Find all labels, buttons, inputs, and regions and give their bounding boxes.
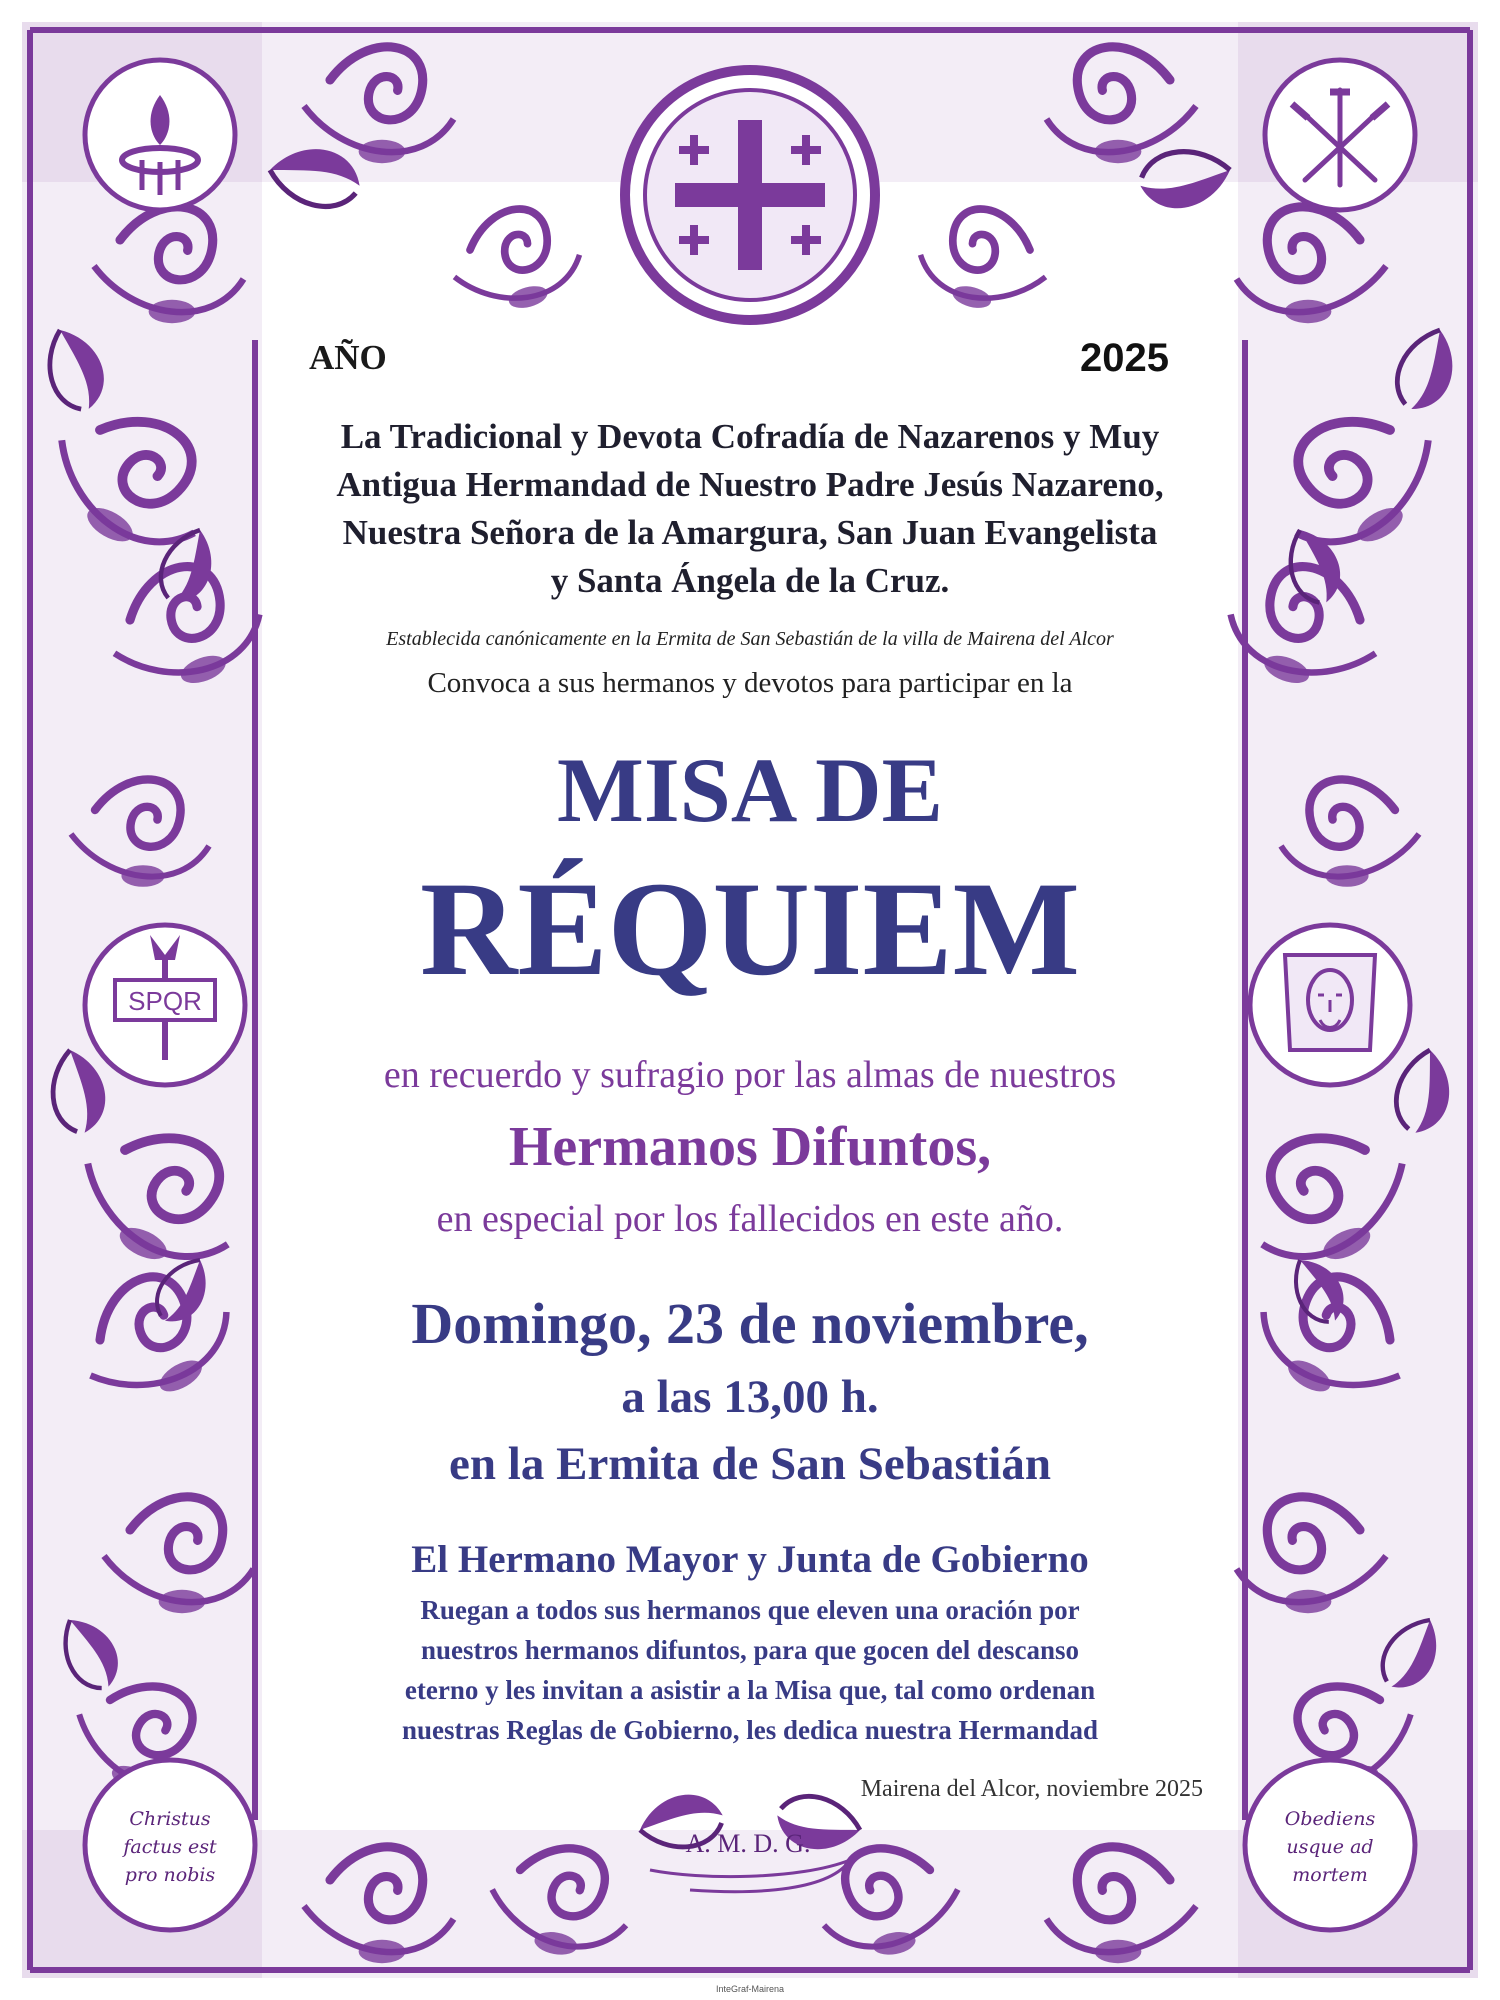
year-label: AÑO [309, 338, 387, 377]
event-date: Domingo, 23 de noviembre, [411, 1291, 1089, 1356]
crown-of-thorns-icon [85, 60, 235, 210]
event-time: a las 13,00 h. [621, 1371, 879, 1423]
three-nails-icon [1265, 60, 1415, 210]
prayer-line: nuestros hermanos difuntos, para que gocen del descanso [420, 1635, 1080, 1665]
prayer-line: nuestras Reglas de Gobierno, les dedica nuestra Hermandad [401, 1715, 1098, 1745]
motto-left-line-1: Christus [129, 1808, 211, 1830]
mass-title-line-1: MISA DE [557, 739, 943, 841]
event-place: en la Ermita de San Sebastián [449, 1438, 1051, 1490]
motto-left-line-2: factus est [123, 1836, 217, 1858]
deceased-title: Hermanos Difuntos, [508, 1116, 992, 1178]
special-line: en especial por los fallecidos en este año. [436, 1198, 1064, 1240]
place-date: Mairena del Alcor, noviembre 2025 [860, 1776, 1203, 1802]
brotherhood-name [0, 413, 1500, 605]
brotherhood-name-line: Antigua Hermandad de Nuestro Padre Jesús Nazareno, [336, 465, 1164, 504]
memory-line: en recuerdo y sufragio por las almas de nuestros [383, 1054, 1117, 1096]
mass-title-line-2: RÉQUIEM [419, 855, 1081, 1004]
motto-right-line-2: usque ad [1286, 1836, 1374, 1858]
prayer-text [0, 1590, 1500, 1750]
year-value: 2025 [1080, 336, 1169, 380]
prayer-line: Ruegan a todos sus hermanos que eleven una oración por [420, 1595, 1080, 1625]
prayer-line: eterno y les invitan a asistir a la Misa que, tal como ordenan [404, 1675, 1096, 1705]
medallion-bottom-right [1245, 1760, 1415, 1930]
spqr-text: SPQR [128, 986, 202, 1016]
invitation-line: Convoca a sus hermanos y devotos para participar en la [427, 667, 1073, 699]
brotherhood-name-line: Nuestra Señora de la Amargura, San Juan Evangelista [342, 513, 1158, 552]
medallion-bottom-left [85, 1760, 255, 1930]
brotherhood-name-line: y Santa Ángela de la Cruz. [550, 561, 950, 600]
amdg-motto: A. M. D. G. [685, 1829, 811, 1858]
motto-right-line-3: mortem [1292, 1864, 1368, 1886]
motto-right-line-1: Obediens [1284, 1808, 1376, 1830]
printer-credit: InteGraf-Mairena [715, 1984, 785, 1994]
signatory: El Hermano Mayor y Junta de Gobierno [411, 1538, 1089, 1581]
brotherhood-name-line: La Tradicional y Devota Cofradía de Nazarenos y Muy [340, 417, 1160, 456]
established-note: Establecida canónicamente en la Ermita de San Sebastián de la villa de Mairena del Alcor [386, 628, 1114, 650]
motto-left-line-3: pro nobis [124, 1864, 216, 1886]
jerusalem-cross-icon [625, 70, 875, 320]
